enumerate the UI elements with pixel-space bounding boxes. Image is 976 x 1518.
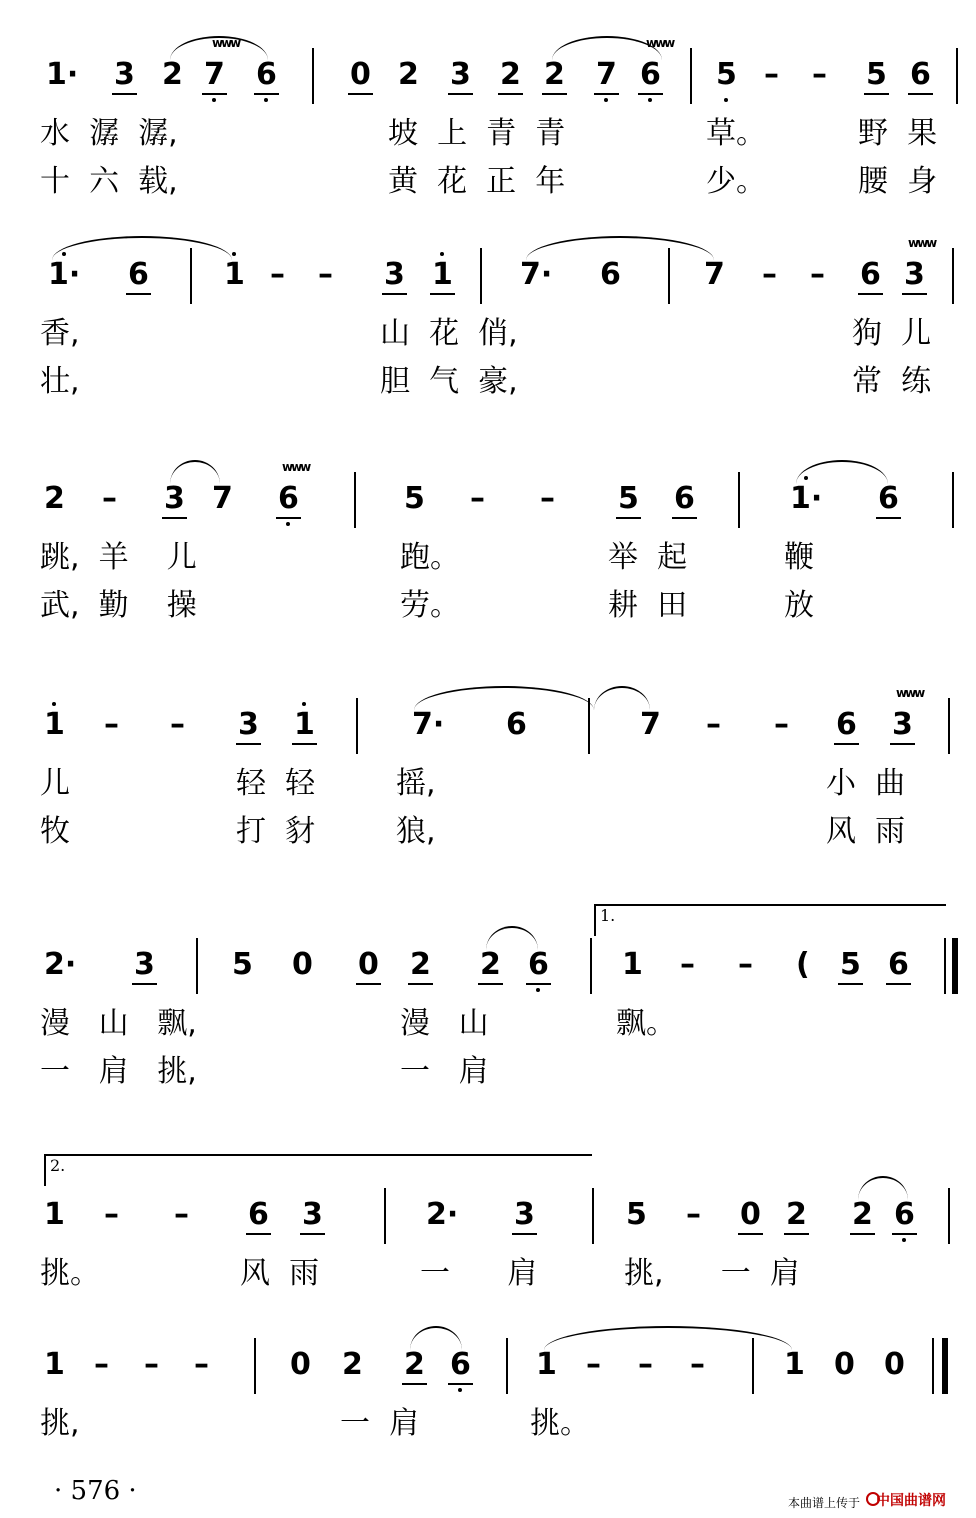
lyric-text: 风 雨 [240, 1256, 320, 1291]
lyric-text: 放 [784, 588, 814, 623]
lyric-text: 风 雨 [826, 814, 906, 849]
note: 1 [224, 257, 245, 292]
note: 3 [514, 1197, 535, 1232]
note: 2 [500, 57, 521, 92]
note: 1 [44, 1347, 65, 1382]
note: 7 [204, 57, 225, 92]
lyric-text: 壮, [40, 364, 80, 399]
barline [952, 248, 954, 304]
note: 7 [596, 57, 617, 92]
note: 1 [622, 947, 643, 982]
note: 3 [302, 1197, 323, 1232]
lyric-text: 香, [40, 316, 80, 351]
note: 6 [248, 1197, 269, 1232]
lyric-text: 黄 花 正 年 [388, 164, 566, 199]
note: 2 [852, 1197, 873, 1232]
note: 6 [888, 947, 909, 982]
barline [752, 1338, 754, 1394]
note: – [762, 257, 777, 292]
barline [592, 1188, 594, 1244]
lyric-text: 山 花 俏, [380, 316, 518, 351]
note: 5 [626, 1197, 647, 1232]
note: – [318, 257, 333, 292]
page-number: · 576 · [54, 1476, 137, 1506]
lyric-text: 打 豺 [236, 814, 316, 849]
volta-bracket [44, 1154, 592, 1186]
note: – [812, 57, 827, 92]
note: 6 [128, 257, 149, 292]
lyric-text: 一 肩 [400, 1054, 489, 1089]
note: 1 [536, 1347, 557, 1382]
barline [588, 698, 590, 754]
note: 2 [162, 57, 183, 92]
note: 7 [704, 257, 725, 292]
note: 1· [48, 257, 81, 292]
lyric-text: 十 六 载, [40, 164, 178, 199]
note: 2 [786, 1197, 807, 1232]
note: 6 [894, 1197, 915, 1232]
note: 1 [294, 707, 315, 742]
note: 5 [716, 57, 737, 92]
lyric-text: 一 肩 [340, 1406, 420, 1441]
lyric-text: 一 肩 挑, [40, 1054, 197, 1089]
lyric-text: 挑。 [530, 1406, 590, 1441]
note: 3 [238, 707, 259, 742]
barline [690, 48, 692, 104]
lyric-text: 儿 [40, 766, 70, 801]
note: 7· [412, 707, 445, 742]
note: 6 [278, 481, 299, 516]
note: 2 [398, 57, 419, 92]
note: – [270, 257, 285, 292]
note: 1· [46, 57, 79, 92]
barline [384, 1188, 386, 1244]
note: 1 [44, 707, 65, 742]
note: 5 [232, 947, 253, 982]
note: – [810, 257, 825, 292]
note: 3 [164, 481, 185, 516]
note: 0 [350, 57, 371, 92]
slur [544, 1326, 792, 1350]
footer-site: 中国曲谱网 [876, 1493, 946, 1509]
barline [590, 938, 592, 994]
score-system-6 [0, 1156, 976, 1306]
lyric-text: 摇, [396, 766, 436, 801]
note: 1 [432, 257, 453, 292]
lyric-text: 挑, 一 肩 [624, 1256, 800, 1291]
note: – [102, 481, 117, 516]
note: 0 [292, 947, 313, 982]
note: 0 [884, 1347, 905, 1382]
lyric-text: 跳, 羊 儿 [40, 540, 197, 575]
barline [948, 1188, 950, 1244]
note: 2 [544, 57, 565, 92]
ornament-mark: www [282, 460, 310, 474]
ornament-mark: www [908, 236, 936, 250]
barline [668, 248, 670, 304]
footer-credit: 本曲谱上传于 [788, 1496, 861, 1510]
note: 2 [480, 947, 501, 982]
lyric-text: 挑。 [40, 1256, 100, 1291]
note: 6 [910, 57, 931, 92]
note: 6 [528, 947, 549, 982]
note: – [686, 1197, 701, 1232]
note: 7· [520, 257, 553, 292]
note: 3 [904, 257, 925, 292]
note: 0 [740, 1197, 761, 1232]
note: 2 [410, 947, 431, 982]
lyric-text: 轻 轻 [236, 766, 316, 801]
ornament-mark: www [646, 36, 674, 50]
ornament-mark: www [212, 36, 240, 50]
note: 6 [860, 257, 881, 292]
note: 2 [404, 1347, 425, 1382]
lyric-text: 一 肩 [420, 1256, 538, 1291]
barline [506, 1338, 508, 1394]
lyric-text: 狼, [396, 814, 436, 849]
barline [952, 472, 954, 528]
note: – [638, 1347, 653, 1382]
score-system-5 [0, 906, 976, 1116]
note: 5 [840, 947, 861, 982]
note: – [540, 481, 555, 516]
lyric-text: 野 果 [858, 116, 938, 151]
note: – [104, 707, 119, 742]
note: – [764, 57, 779, 92]
final-barline [942, 1338, 948, 1394]
lyric-text: 牧 [40, 814, 70, 849]
note: 3 [450, 57, 471, 92]
lyric-text: 飘。 [616, 1006, 676, 1041]
note: 2 [44, 481, 65, 516]
barline [312, 48, 314, 104]
note: – [470, 481, 485, 516]
lyric-text: 鞭 [784, 540, 814, 575]
note: – [170, 707, 185, 742]
note: 2· [44, 947, 77, 982]
lyric-text: 漫 山 [400, 1006, 489, 1041]
note: 6 [600, 257, 621, 292]
note: 3 [384, 257, 405, 292]
barline [190, 248, 192, 304]
score-system-3 [0, 460, 976, 650]
note: – [104, 1197, 119, 1232]
volta-bracket [594, 904, 946, 936]
barline [196, 938, 198, 994]
note: – [194, 1347, 209, 1382]
score-system-7 [0, 1326, 976, 1456]
volta-label: 1. [600, 906, 616, 925]
note: 6 [506, 707, 527, 742]
note: – [586, 1347, 601, 1382]
note: 6 [878, 481, 899, 516]
note: 6 [256, 57, 277, 92]
lyric-text: 胆 气 豪, [380, 364, 518, 399]
lyric-text: 武, 勤 操 [40, 588, 197, 623]
note: 5 [404, 481, 425, 516]
note: 7 [640, 707, 661, 742]
note: 6 [674, 481, 695, 516]
barline [480, 248, 482, 304]
note: 0 [358, 947, 379, 982]
barline [944, 938, 946, 994]
barline [356, 698, 358, 754]
note: – [690, 1347, 705, 1382]
note: – [174, 1197, 189, 1232]
note: 1· [790, 481, 823, 516]
note: 1 [784, 1347, 805, 1382]
lyric-text: 挑, [40, 1406, 80, 1441]
note: – [94, 1347, 109, 1382]
note: ( [796, 947, 810, 982]
note: 3 [892, 707, 913, 742]
lyric-text: 举 起 [608, 540, 688, 575]
lyric-text: 跑。 [400, 540, 460, 575]
lyric-text: 常 练 [852, 364, 932, 399]
lyric-text: 水 潺 潺, [40, 116, 178, 151]
note: – [706, 707, 721, 742]
lyric-text: 小 曲 [826, 766, 906, 801]
ornament-mark: www [896, 686, 924, 700]
note: 1 [44, 1197, 65, 1232]
lyric-text: 漫 山 飘, [40, 1006, 197, 1041]
note: 3 [134, 947, 155, 982]
note: – [738, 947, 753, 982]
note: 6 [640, 57, 661, 92]
note: – [774, 707, 789, 742]
note: 7 [212, 481, 233, 516]
barline [956, 48, 958, 104]
final-barline [952, 938, 958, 994]
note: 0 [290, 1347, 311, 1382]
lyric-text: 少。 [706, 164, 766, 199]
note: 2· [426, 1197, 459, 1232]
lyric-text: 耕 田 [608, 588, 688, 623]
barline [932, 1338, 934, 1394]
note: 6 [450, 1347, 471, 1382]
barline [948, 698, 950, 754]
barline [254, 1338, 256, 1394]
note: – [680, 947, 695, 982]
score-system-4 [0, 686, 976, 876]
barline [354, 472, 356, 528]
lyric-text: 腰 身 [858, 164, 938, 199]
note: 3 [114, 57, 135, 92]
note: 2 [342, 1347, 363, 1382]
score-system-1 [0, 36, 976, 226]
barline [738, 472, 740, 528]
score-system-2 [0, 236, 976, 426]
note: 5 [866, 57, 887, 92]
lyric-text: 坡 上 青 青 [388, 116, 566, 151]
note: 6 [836, 707, 857, 742]
volta-label: 2. [50, 1156, 66, 1175]
note: – [144, 1347, 159, 1382]
note: 5 [618, 481, 639, 516]
lyric-text: 劳。 [400, 588, 460, 623]
lyric-text: 草。 [706, 116, 766, 151]
lyric-text: 狗 儿 [852, 316, 932, 351]
note: 0 [834, 1347, 855, 1382]
